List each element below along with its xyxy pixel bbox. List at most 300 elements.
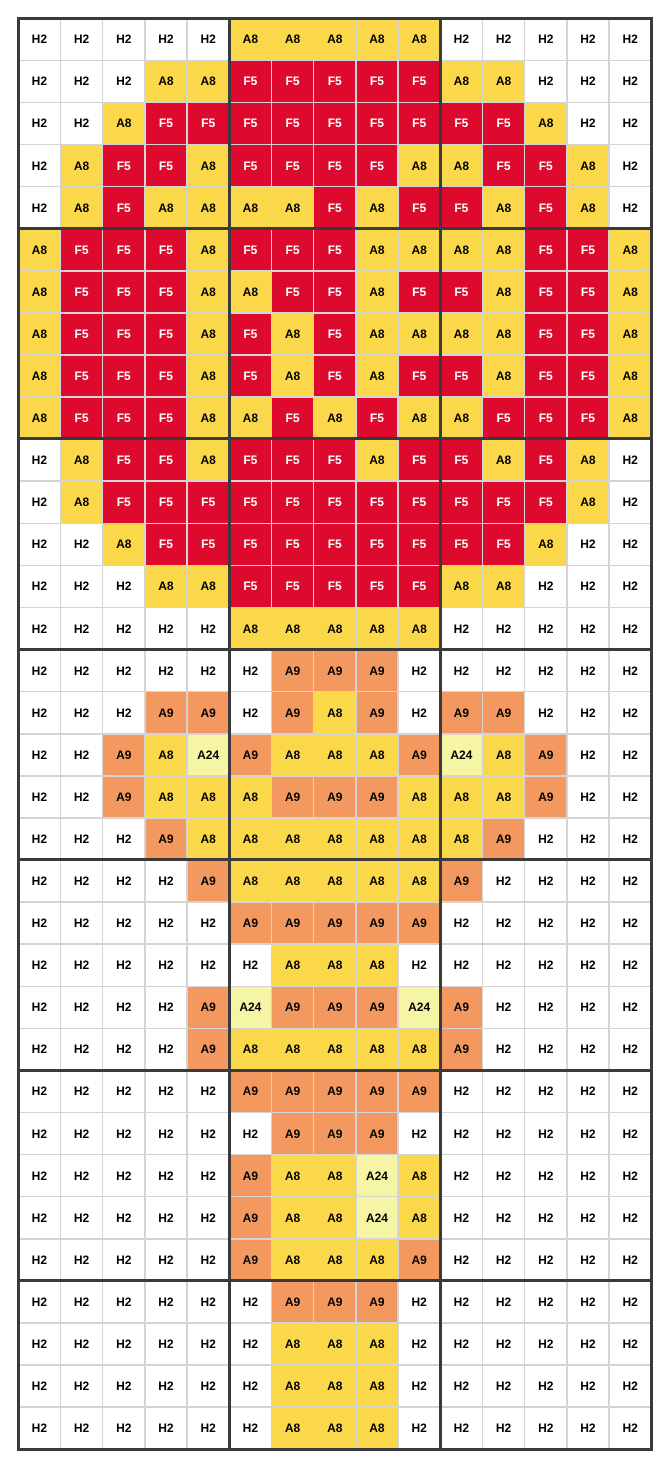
grid-cell: A8: [440, 228, 483, 271]
grid-cell: A8: [145, 60, 188, 103]
grid-cell: A8: [18, 313, 61, 356]
section-divider-vertical: [17, 17, 20, 1451]
grid-cell: H2: [567, 818, 610, 861]
grid-cell: H2: [60, 818, 103, 861]
grid-cell: F5: [145, 228, 188, 271]
grid-cell: F5: [524, 397, 567, 440]
grid-cell: H2: [102, 944, 145, 987]
grid-cell: F5: [60, 313, 103, 356]
grid-cell: A8: [313, 944, 356, 987]
grid-cell: H2: [567, 986, 610, 1029]
grid-cell: A8: [356, 271, 399, 314]
grid-cell: H2: [524, 860, 567, 903]
grid-cell: H2: [524, 649, 567, 692]
grid-cell: A9: [313, 902, 356, 945]
grid-cell: H2: [567, 734, 610, 777]
grid-cell: A9: [313, 649, 356, 692]
grid-cell: H2: [482, 1028, 525, 1071]
grid-cell: A8: [313, 691, 356, 734]
grid-cell: F5: [271, 60, 314, 103]
grid-cell: H2: [398, 1323, 441, 1366]
grid-cell: H2: [102, 1154, 145, 1197]
section-divider-vertical: [228, 17, 231, 1451]
grid-cell: F5: [440, 186, 483, 229]
grid-cell: H2: [609, 102, 652, 145]
grid-cell: F5: [313, 102, 356, 145]
section-divider-horizontal: [17, 648, 653, 651]
grid-cell: A8: [187, 355, 230, 398]
grid-cell: F5: [271, 397, 314, 440]
grid-cell: F5: [145, 271, 188, 314]
grid-cell: H2: [609, 1407, 652, 1450]
grid-cell: F5: [398, 102, 441, 145]
grid-cell: F5: [229, 355, 272, 398]
grid-cell: A8: [187, 144, 230, 187]
grid-cell: H2: [609, 439, 652, 482]
grid-cell: H2: [18, 102, 61, 145]
grid-cell: A8: [229, 818, 272, 861]
grid-cell: A8: [356, 818, 399, 861]
grid-cell: A24: [356, 1196, 399, 1239]
grid-cell: A8: [271, 1154, 314, 1197]
grid-cell: A8: [60, 186, 103, 229]
grid-cell: H2: [524, 1239, 567, 1282]
grid-cell: A9: [482, 818, 525, 861]
grid-cell: H2: [398, 691, 441, 734]
grid-cell: H2: [567, 60, 610, 103]
grid-cell: A8: [398, 18, 441, 61]
grid-cell: A24: [187, 734, 230, 777]
grid-cell: H2: [398, 944, 441, 987]
grid-cell: F5: [313, 481, 356, 524]
grid-cell: H2: [18, 1323, 61, 1366]
grid-cell: H2: [18, 902, 61, 945]
grid-cell: A8: [398, 144, 441, 187]
grid-cell: H2: [567, 649, 610, 692]
grid-cell: A8: [18, 397, 61, 440]
grid-cell: A8: [187, 565, 230, 608]
grid-cell: H2: [145, 1239, 188, 1282]
grid-cell: A9: [102, 776, 145, 819]
grid-cell: F5: [60, 271, 103, 314]
grid-cell: H2: [609, 1154, 652, 1197]
grid-cell: A8: [356, 944, 399, 987]
grid-cell: H2: [567, 902, 610, 945]
grid-cell: H2: [187, 18, 230, 61]
grid-cell: H2: [482, 607, 525, 650]
grid-cell: F5: [356, 60, 399, 103]
grid-cell: A8: [271, 818, 314, 861]
grid-cell: H2: [102, 60, 145, 103]
grid-cell: F5: [271, 228, 314, 271]
grid-cell: A8: [187, 776, 230, 819]
grid-cell: H2: [567, 860, 610, 903]
grid-cell: F5: [102, 144, 145, 187]
grid-cell: A8: [398, 313, 441, 356]
grid-cell: A24: [229, 986, 272, 1029]
grid-cell: F5: [398, 523, 441, 566]
grid-cell: A8: [271, 607, 314, 650]
grid-cell: F5: [313, 144, 356, 187]
grid-cell: F5: [271, 439, 314, 482]
grid-cell: A8: [440, 776, 483, 819]
grid-cell: H2: [60, 1154, 103, 1197]
grid-cell: F5: [229, 313, 272, 356]
grid-cell: F5: [440, 523, 483, 566]
grid-cell: A9: [229, 1239, 272, 1282]
grid-cell: A8: [482, 313, 525, 356]
grid-cell: F5: [271, 102, 314, 145]
grid-cell: H2: [102, 818, 145, 861]
grid-cell: H2: [145, 1070, 188, 1113]
grid-cell: H2: [60, 986, 103, 1029]
grid-cell: A8: [356, 1365, 399, 1408]
grid-cell: H2: [145, 1323, 188, 1366]
grid-cell: F5: [313, 355, 356, 398]
grid-cell: A9: [398, 1239, 441, 1282]
grid-cell: H2: [524, 986, 567, 1029]
grid-cell: F5: [102, 271, 145, 314]
grid-cell: H2: [440, 649, 483, 692]
grid-cell: H2: [609, 1112, 652, 1155]
grid-cell: F5: [229, 60, 272, 103]
grid-cell: A8: [187, 818, 230, 861]
grid-cell: H2: [524, 1154, 567, 1197]
grid-cell: H2: [187, 902, 230, 945]
grid-cell: H2: [609, 607, 652, 650]
grid-cell: H2: [145, 1365, 188, 1408]
grid-cell: H2: [567, 1407, 610, 1450]
grid-cell: A9: [524, 734, 567, 777]
grid-cell: H2: [482, 944, 525, 987]
grid-cell: H2: [524, 1407, 567, 1450]
grid-cell: A8: [567, 481, 610, 524]
grid-cell: H2: [567, 607, 610, 650]
grid-cell: F5: [313, 523, 356, 566]
grid-cell: A8: [356, 734, 399, 777]
grid-cell: H2: [440, 1365, 483, 1408]
grid-cell: A8: [482, 355, 525, 398]
grid-cell: A8: [229, 397, 272, 440]
grid-cell: H2: [102, 1323, 145, 1366]
grid-cell: H2: [60, 1028, 103, 1071]
grid-cell: H2: [524, 1196, 567, 1239]
grid-cell: H2: [60, 60, 103, 103]
grid-cell: H2: [60, 902, 103, 945]
grid-cell: H2: [609, 1281, 652, 1324]
grid-cell: F5: [398, 439, 441, 482]
grid-cell: A8: [60, 439, 103, 482]
grid-cell: A8: [398, 860, 441, 903]
grid-cell: A9: [229, 1196, 272, 1239]
grid-cell: H2: [609, 144, 652, 187]
grid-cell: H2: [524, 902, 567, 945]
grid-cell: A9: [187, 860, 230, 903]
grid-cell: H2: [102, 565, 145, 608]
grid-cell: F5: [482, 102, 525, 145]
grid-cell: A8: [398, 607, 441, 650]
grid-cell: A8: [229, 776, 272, 819]
grid-cell: H2: [229, 1365, 272, 1408]
section-divider-horizontal: [17, 1448, 653, 1451]
grid-cell: A8: [229, 186, 272, 229]
grid-cell: H2: [145, 1154, 188, 1197]
section-divider-horizontal: [17, 1069, 653, 1072]
grid-cell: H2: [440, 1407, 483, 1450]
grid-cell: H2: [102, 607, 145, 650]
grid-cell: H2: [229, 649, 272, 692]
grid-cell: A8: [609, 313, 652, 356]
grid-cell: F5: [567, 355, 610, 398]
grid-cell: H2: [567, 776, 610, 819]
grid-cell: H2: [187, 1281, 230, 1324]
grid-cell: A8: [271, 1028, 314, 1071]
grid-cell: A8: [609, 355, 652, 398]
grid-cell: A8: [482, 439, 525, 482]
grid-cell: A9: [187, 1028, 230, 1071]
grid-cell: A8: [440, 565, 483, 608]
grid-cell: A8: [102, 523, 145, 566]
grid-cell: H2: [609, 649, 652, 692]
grid-cell: F5: [524, 439, 567, 482]
grid-cell: A8: [609, 397, 652, 440]
grid-cell: H2: [187, 1365, 230, 1408]
grid-cell: A8: [440, 818, 483, 861]
grid-cell: H2: [567, 1196, 610, 1239]
grid-cell: H2: [18, 60, 61, 103]
section-divider-horizontal: [17, 858, 653, 861]
section-divider-horizontal: [17, 227, 653, 230]
grid-cell: F5: [229, 228, 272, 271]
grid-cell: F5: [482, 523, 525, 566]
grid-cell: H2: [524, 944, 567, 987]
grid-cell: H2: [18, 1070, 61, 1113]
grid-cell: F5: [356, 102, 399, 145]
grid-cell: A8: [145, 565, 188, 608]
grid-cell: A8: [356, 1407, 399, 1450]
grid-cell: A8: [187, 313, 230, 356]
grid-cell: H2: [18, 439, 61, 482]
grid-cell: H2: [482, 1070, 525, 1113]
grid-cell: A8: [440, 397, 483, 440]
grid-cell: A8: [398, 1154, 441, 1197]
grid-cell: H2: [229, 1323, 272, 1366]
grid-cell: A8: [313, 397, 356, 440]
grid-cell: H2: [18, 1112, 61, 1155]
grid-cell: H2: [60, 691, 103, 734]
grid-cell: F5: [102, 397, 145, 440]
grid-cell: H2: [567, 1323, 610, 1366]
grid-cell: H2: [482, 1239, 525, 1282]
grid-cell: H2: [60, 734, 103, 777]
grid-cell: F5: [398, 60, 441, 103]
grid-cell: H2: [18, 1154, 61, 1197]
grid-cell: H2: [18, 144, 61, 187]
grid-cell: H2: [524, 818, 567, 861]
grid-cell: H2: [145, 18, 188, 61]
grid-cell: H2: [60, 607, 103, 650]
grid-cell: H2: [440, 607, 483, 650]
grid-cell: H2: [524, 1028, 567, 1071]
grid-cell: F5: [271, 271, 314, 314]
grid-cell: H2: [609, 481, 652, 524]
grid-cell: A8: [271, 734, 314, 777]
grid-cell: F5: [102, 313, 145, 356]
grid-cell: A8: [398, 228, 441, 271]
grid-cell: H2: [102, 1281, 145, 1324]
grid-cell: A9: [271, 691, 314, 734]
grid-cell: A8: [440, 144, 483, 187]
grid-cell: H2: [18, 1196, 61, 1239]
grid-cell: A9: [187, 691, 230, 734]
grid-cell: F5: [567, 397, 610, 440]
grid-cell: A9: [356, 1281, 399, 1324]
grid-cell: A8: [229, 271, 272, 314]
grid-cell: H2: [145, 1196, 188, 1239]
grid-cell: A9: [229, 902, 272, 945]
grid-cell: F5: [524, 313, 567, 356]
grid-cell: A8: [229, 607, 272, 650]
grid-cell: H2: [567, 1365, 610, 1408]
grid-cell: H2: [609, 565, 652, 608]
grid-cell: A8: [609, 271, 652, 314]
grid-cell: A8: [271, 1365, 314, 1408]
grid-cell: H2: [18, 818, 61, 861]
grid-cell: H2: [18, 1239, 61, 1282]
grid-cell: F5: [524, 186, 567, 229]
grid-cell: F5: [398, 481, 441, 524]
grid-cell: A8: [271, 860, 314, 903]
grid-cell: F5: [145, 439, 188, 482]
grid-cell: A8: [187, 186, 230, 229]
grid-cell: H2: [60, 1323, 103, 1366]
grid-cell: H2: [18, 691, 61, 734]
grid-cell: A8: [440, 313, 483, 356]
grid-cell: F5: [271, 144, 314, 187]
grid-cell: F5: [102, 186, 145, 229]
section-divider-horizontal: [17, 437, 653, 440]
grid-cell: A8: [398, 1196, 441, 1239]
grid-cell: A8: [313, 18, 356, 61]
grid-cell: A9: [271, 649, 314, 692]
grid-cell: H2: [524, 565, 567, 608]
grid-cell: A8: [356, 1028, 399, 1071]
grid-cell: F5: [524, 355, 567, 398]
grid-cell: F5: [271, 523, 314, 566]
grid-cell: A9: [398, 1070, 441, 1113]
grid-cell: A8: [313, 1154, 356, 1197]
grid-cell: H2: [524, 60, 567, 103]
grid-cell: F5: [524, 144, 567, 187]
grid-cell: H2: [145, 1407, 188, 1450]
grid-cell: A8: [187, 228, 230, 271]
grid-cell: H2: [398, 1365, 441, 1408]
grid-cell: H2: [145, 1112, 188, 1155]
grid-cell: F5: [229, 565, 272, 608]
grid-cell: H2: [102, 986, 145, 1029]
grid-cell: F5: [187, 102, 230, 145]
grid-cell: A8: [482, 734, 525, 777]
grid-cell: F5: [524, 481, 567, 524]
grid-cell: A8: [313, 818, 356, 861]
grid-cell: H2: [482, 1407, 525, 1450]
grid-cell: H2: [398, 1407, 441, 1450]
grid-cell: A8: [145, 776, 188, 819]
grid-cell: H2: [567, 944, 610, 987]
grid-cell: A8: [271, 944, 314, 987]
grid-cell: A8: [313, 1407, 356, 1450]
grid-cell: H2: [229, 1112, 272, 1155]
grid-cell: H2: [482, 1112, 525, 1155]
grid-cell: A8: [567, 186, 610, 229]
grid-cell: H2: [102, 691, 145, 734]
grid-cell: H2: [482, 1323, 525, 1366]
grid-cell: H2: [145, 902, 188, 945]
grid-cell: H2: [102, 18, 145, 61]
grid-cell: F5: [145, 144, 188, 187]
grid-cell: A24: [398, 986, 441, 1029]
section-divider-horizontal: [17, 1279, 653, 1282]
grid-cell: A8: [187, 439, 230, 482]
grid-cell: H2: [60, 1281, 103, 1324]
grid-cell: F5: [356, 565, 399, 608]
grid-cell: A8: [398, 1028, 441, 1071]
grid-cell: H2: [440, 944, 483, 987]
grid-cell: H2: [567, 1281, 610, 1324]
grid-cell: A9: [313, 1070, 356, 1113]
grid-cell: H2: [524, 691, 567, 734]
grid-cell: F5: [102, 481, 145, 524]
grid-cell: A9: [145, 691, 188, 734]
grid-cell: A24: [356, 1154, 399, 1197]
grid-cell: F5: [440, 355, 483, 398]
grid-cell: F5: [145, 481, 188, 524]
grid-cell: F5: [440, 481, 483, 524]
grid-cell: F5: [102, 439, 145, 482]
grid-cell: H2: [60, 523, 103, 566]
grid-cell: A9: [102, 734, 145, 777]
grid-cell: H2: [482, 1365, 525, 1408]
grid-cell: H2: [145, 860, 188, 903]
grid-cell: A24: [440, 734, 483, 777]
grid-cell: H2: [567, 523, 610, 566]
grid-cell: H2: [18, 523, 61, 566]
grid-cell: H2: [609, 986, 652, 1029]
grid-cell: H2: [609, 60, 652, 103]
grid-cell: H2: [18, 607, 61, 650]
grid-cell: F5: [482, 397, 525, 440]
grid-cell: H2: [609, 1323, 652, 1366]
grid-cell: H2: [18, 944, 61, 987]
grid-cell: H2: [440, 902, 483, 945]
grid-cell: F5: [229, 102, 272, 145]
grid-cell: A9: [145, 818, 188, 861]
grid-cell: F5: [145, 102, 188, 145]
grid-cell: A8: [398, 818, 441, 861]
grid-cell: A8: [356, 18, 399, 61]
grid-cell: A8: [356, 355, 399, 398]
grid-cell: H2: [609, 944, 652, 987]
grid-cell: H2: [18, 186, 61, 229]
grid-cell: H2: [60, 1070, 103, 1113]
grid-cell: A8: [187, 60, 230, 103]
grid-cell: A8: [356, 186, 399, 229]
grid-cell: A9: [229, 1154, 272, 1197]
grid-cell: H2: [609, 18, 652, 61]
grid-cell: F5: [567, 271, 610, 314]
grid-cell: H2: [60, 1407, 103, 1450]
grid-cell: H2: [440, 1239, 483, 1282]
